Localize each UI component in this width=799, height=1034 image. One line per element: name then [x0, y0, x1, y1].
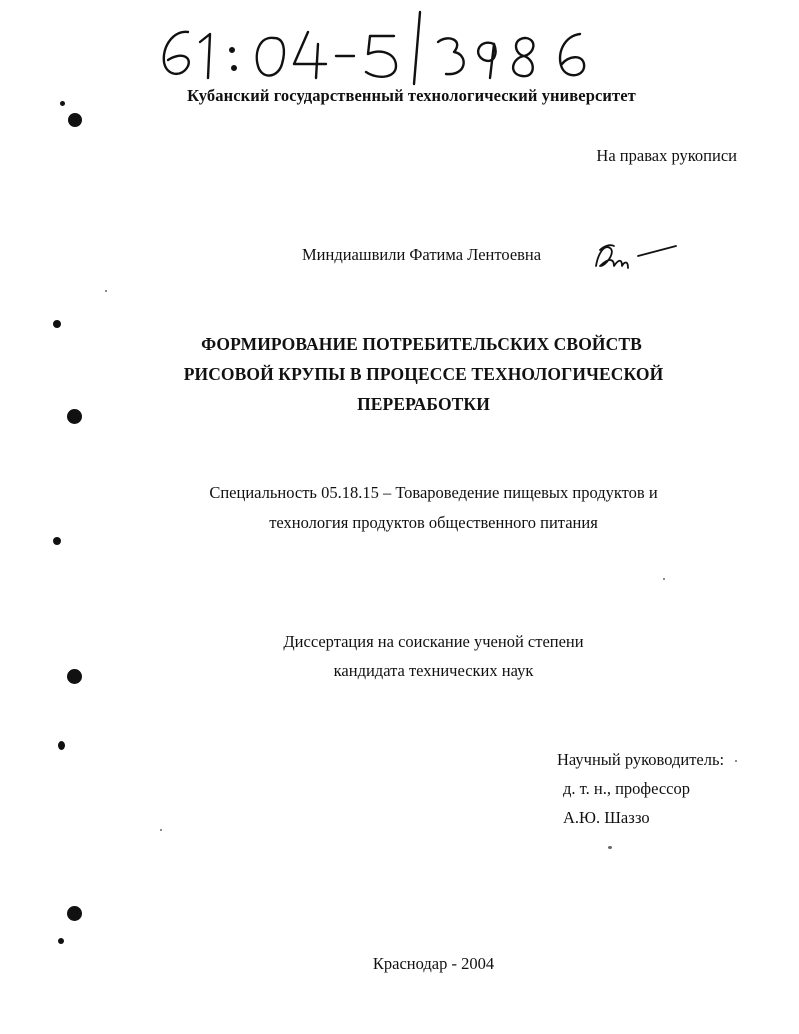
- city-year: Краснодар - 2004: [372, 954, 495, 973]
- author-signature: [590, 236, 680, 276]
- punch-hole-6: [58, 741, 65, 750]
- punch-hole-2: [53, 320, 61, 328]
- manuscript-rights-note: На правах рукописи: [596, 146, 737, 165]
- university-name: Кубанский государственный технологический университет: [187, 86, 636, 105]
- scan-speck: [608, 846, 612, 849]
- punch-hole-8: [58, 938, 64, 944]
- scan-speck: [160, 829, 162, 831]
- scan-speck: [105, 290, 107, 292]
- dissertation-title-line-3: ПЕРЕРАБОТКИ: [357, 394, 490, 414]
- scan-speck: [735, 760, 737, 762]
- specialty-line-1: Специальность 05.18.15 – Товароведение пищевых продуктов и: [209, 483, 658, 502]
- punch-hole-9: [60, 101, 65, 106]
- author-name: Миндиашвили Фатима Лентоевна: [302, 245, 542, 264]
- punch-hole-3: [67, 409, 82, 424]
- specialty-line-2: технология продуктов общественного питания: [269, 513, 598, 532]
- punch-hole-5: [67, 669, 82, 684]
- degree-line-1: Диссертация на соискание ученой степени: [283, 632, 584, 651]
- punch-hole-7: [67, 906, 82, 921]
- handwritten-archive-code: [150, 6, 610, 90]
- dissertation-title-line-1: ФОРМИРОВАНИЕ ПОТРЕБИТЕЛЬСКИХ СВОЙСТВ: [201, 334, 642, 354]
- supervisor-rank: д. т. н., профессор: [563, 779, 690, 798]
- scan-speck: [663, 578, 665, 580]
- punch-hole-1: [68, 113, 82, 127]
- punch-hole-4: [53, 537, 61, 545]
- supervisor-name: А.Ю. Шаззо: [563, 808, 650, 827]
- supervisor-label: Научный руководитель:: [557, 750, 725, 769]
- degree-line-2: кандидата технических наук: [333, 661, 534, 680]
- dissertation-title-line-2: РИСОВОЙ КРУПЫ В ПРОЦЕССЕ ТЕХНОЛОГИЧЕСКОЙ: [183, 364, 664, 384]
